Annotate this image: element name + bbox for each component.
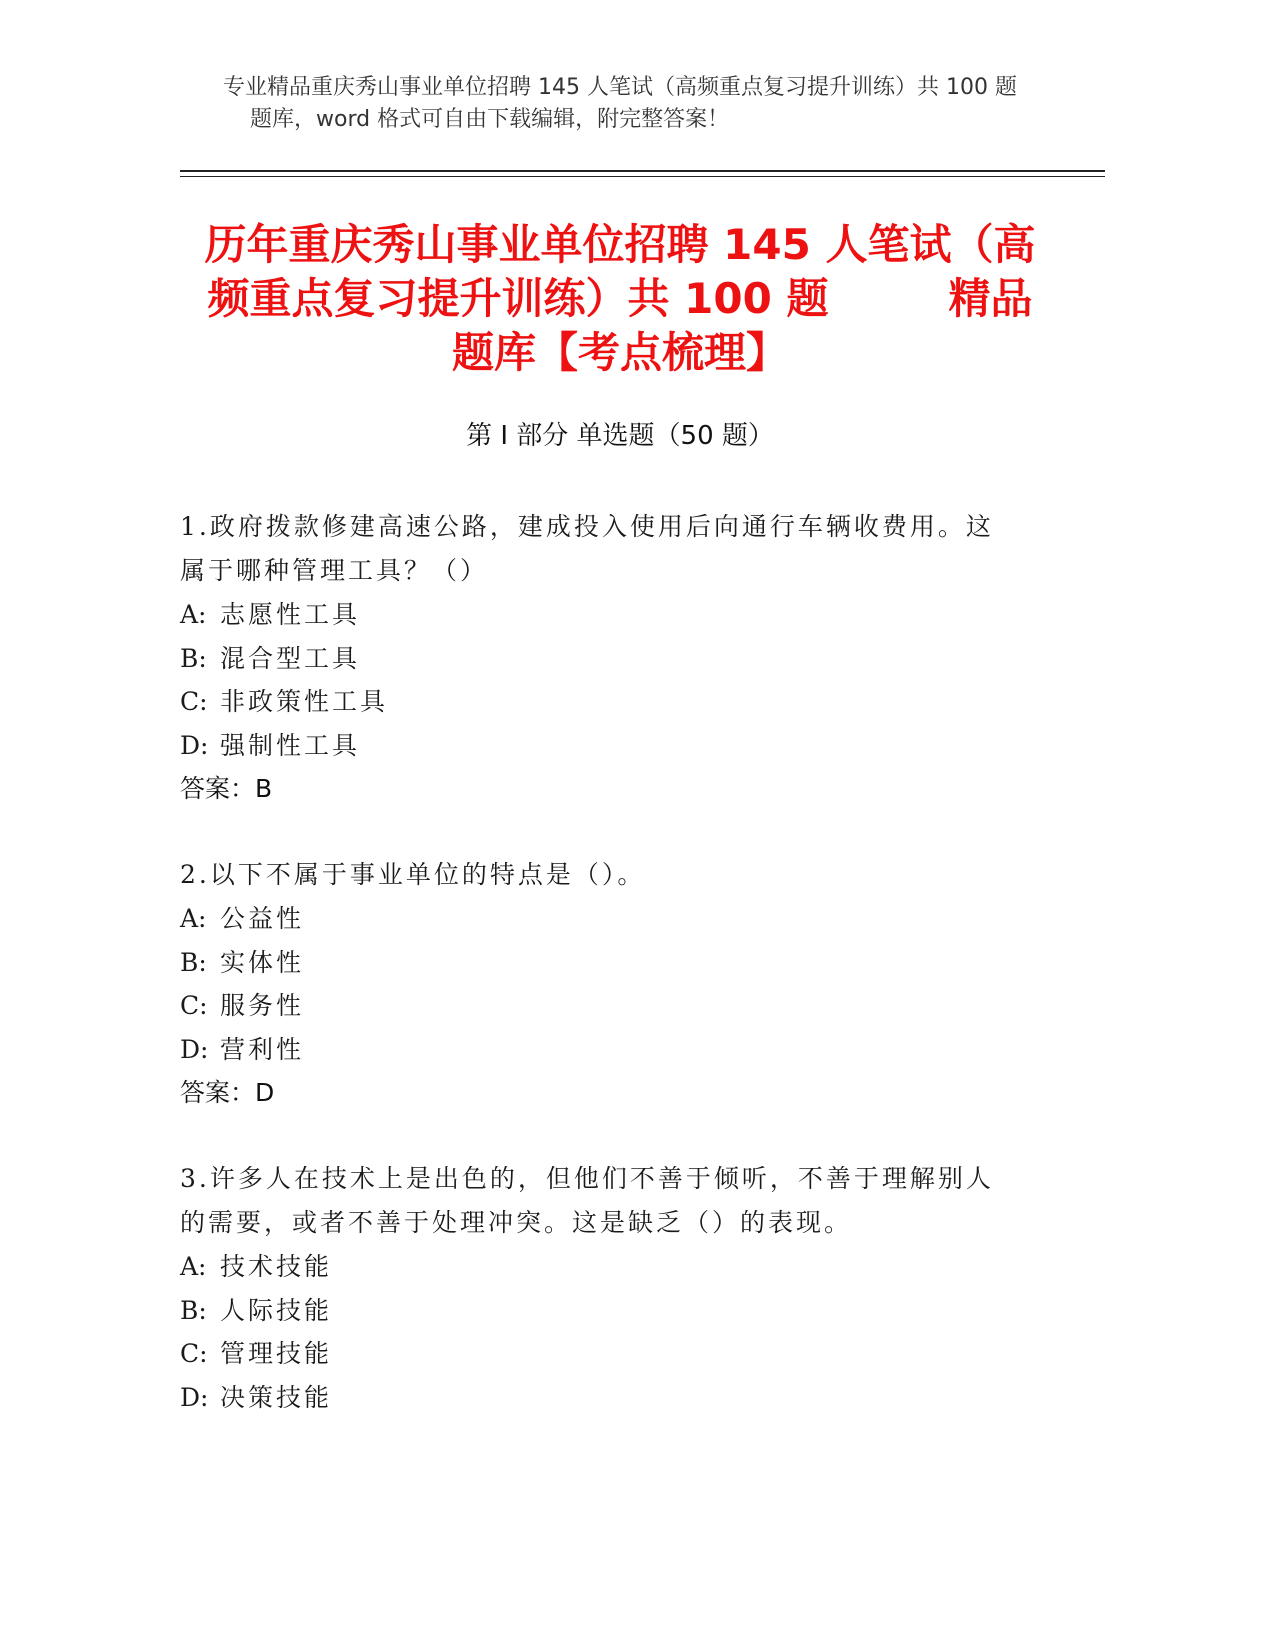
title-line-2 [180,272,1060,326]
option-text: 决策技能 [220,1382,333,1412]
option-c [180,984,1020,1028]
option-key: D: [180,1034,209,1064]
answer-line: 答案：D [180,1078,275,1107]
option-key: C: [180,687,208,716]
option-key: C: [180,1339,208,1368]
option-b [180,941,1020,985]
title-line-3: 题库【考点梳理】 [451,328,788,377]
option-c [180,1332,1020,1376]
title-line-2-tail: 精品 [948,274,1033,323]
question-stem: 1.政府拨款修建高速公路，建成投入使用后向通行车辆收费用。这属于哪种管理工具？（） [180,512,994,585]
option-a [180,897,1020,941]
option-text: 技术技能 [220,1252,333,1281]
title-line-1: 历年重庆秀山事业单位招聘 145 人笔试（高 [204,220,1036,269]
header-rule-thin [180,176,1105,177]
option-text: 服务性 [220,991,305,1020]
option-text: 管理技能 [220,1339,333,1368]
option-text: 混合型工具 [220,643,361,673]
question-list [180,505,1020,1461]
option-key: D: [180,1382,209,1412]
option-text: 志愿性工具 [220,600,361,629]
option-c [180,680,1020,724]
option-a [180,593,1020,637]
option-key: C: [180,991,208,1020]
section-heading: 第 I 部分 单选题（50 题） [466,421,774,451]
question-stem: 3.许多人在技术上是出色的，但他们不善于倾听，不善于理解别人的需要，或者不善于处理冲突。这是缺乏（）的表现。 [180,1164,994,1237]
header-line-1: 专业精品重庆秀山事业单位招聘 145 人笔试（高频重点复习提升训练）共 100 题 [223,75,1017,100]
option-text: 强制性工具 [220,730,361,760]
question-1 [180,505,1020,811]
question-3 [180,1157,1020,1419]
option-b [180,1289,1020,1333]
option-text: 营利性 [220,1034,305,1064]
question-stem: 2.以下不属于事业单位的特点是（）。 [180,860,646,889]
option-key: A: [180,1252,207,1281]
option-key: B: [180,1295,207,1325]
option-text: 公益性 [220,904,305,933]
answer-line: 答案：B [180,774,273,803]
title-line-2-main: 频重点复习提升训练）共 100 题 [207,274,829,323]
option-text: 人际技能 [220,1295,333,1325]
option-d [180,1376,1020,1420]
document-title [180,218,1060,380]
option-a [180,1245,1020,1289]
question-2 [180,853,1020,1115]
option-key: B: [180,947,207,977]
option-b [180,637,1020,681]
option-key: D: [180,730,209,760]
option-key: A: [180,904,207,933]
option-d [180,724,1020,768]
option-text: 非政策性工具 [220,687,389,716]
option-key: B: [180,643,207,673]
header-rule-thick [180,170,1105,172]
option-d [180,1028,1020,1072]
document-header [180,72,1060,136]
header-line-2: 题库，word 格式可自由下载编辑，附完整答案！ [250,107,730,132]
option-text: 实体性 [220,947,305,977]
option-key: A: [180,600,207,629]
